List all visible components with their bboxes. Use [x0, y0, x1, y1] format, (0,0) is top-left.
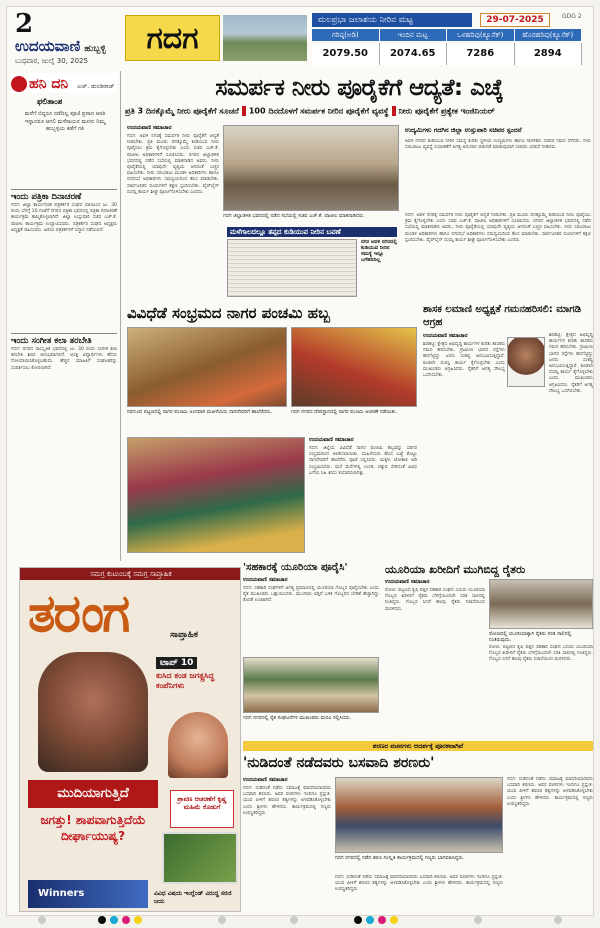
lead-side-body: ಅವಳಿ ನಗರದ ಕುಡಿಯುವ ನೀರಿನ ಸಮಸ್ಯೆ ಕುರಿತು ಸ್ಥಳೀಯ ಉದ್ಯಮಿಗಳು ಹಾಗೂ ನಾಗರಿಕರು ಸಚಿವರ ಗಮನ ಸೆಳೆದರು. ನೀರು ಸರಬರಾಜು ವ್ಯವಸ್ಥೆ ಸುಧಾರಣೆಗೆ ಅಗತ್ಯ ಅನುದಾನ ಬಿಡುಗಡೆ ಮಾಡುವುದಾಗಿ ಸಚಿವರು ಭರವಸೆ ನೀಡಿದರು.	[405, 139, 591, 151]
dam-header-cell: ಹೊರಹರಿವು(ಕ್ಯೂಸೆಕ್)	[515, 29, 583, 41]
registration-dot	[134, 916, 142, 924]
section-heading: ಇಂದು ಪತ್ರಿಕಾ ದಿನಾಚರಣೆ	[11, 189, 117, 202]
registration-dot	[110, 916, 118, 924]
dam-values	[312, 43, 582, 65]
lead-body: ಗದಗ: ಅವಳಿ ನಗರಕ್ಕೆ ಸಮರ್ಪಕ ನೀರು ಪೂರೈಕೆಗೆ ಆದ್ಯತೆ ನೀಡಬೇಕು. ಪ್ರತಿ ಮೂರು ದಿನಕ್ಕೊಮ್ಮೆ ಕುಡಿಯುವ ನೀರು ಪೂರೈಸಲು ಕ್ರಮ ಕೈಗೊಳ್ಳಬೇಕು ಎಂದು ಸಚಿವ ಎಚ್.ಕೆ. ಪಾಟೀಲ ಅಧಿಕಾರಿಗಳಿಗೆ ಸೂಚಿಸಿದರು. ನಗರದ ಜಿಲ್ಲಾಡಳಿತ ಭವನದಲ್ಲಿ ನಡೆದ ಸಭೆಯಲ್ಲಿ ಮಾತನಾಡಿದ ಅವರು, ನೀರು ಪೂರೈಕೆಯಲ್ಲಿ ಯಾವುದೇ ವ್ಯತ್ಯಯ ಆಗದಂತೆ ಎಚ್ಚರ ವಹಿಸಬೇಕು. ನೀರು ಸರಬರಾಜು ಮಂಡಳಿ ಅಧಿಕಾರಿಗಳು ಹಾಗೂ ನಗರಸಭೆ ಅಧಿಕಾರಿಗಳು ಸಮನ್ವಯದಿಂದ ಕೆಲಸ ಮಾಡಬೇಕು. ಸಾರ್ವಜನಿಕರ ದೂರುಗಳಿಗೆ ತಕ್ಷಣ ಸ್ಪಂದಿಸಬೇಕು. ಪೈಪ್‌ಲೈನ್ ದುರಸ್ತಿ ಕಾರ್ಯ ಶೀಘ್ರ ಪೂರ್ಣಗೊಳಿಸಬೇಕು ಎಂದರು.	[127, 134, 219, 195]
story3-body-col2: ಶಿರಹಟ್ಟಿ: ಕ್ಷೇತ್ರದ ಅಭಿವೃದ್ಧಿ ಕಾರ್ಯಗಳ ಕುರಿತು ಶಾಸಕರು ಗಮನ ಹರಿಸಬೇಕು. ಗ್ರಾಮೀಣ ಭಾಗದ ರಸ್ತೆಗಳು ಹದಗೆಟ್ಟಿದ್ದು ಜನರು ಸಂಕಷ್ಟ ಅನುಭವಿಸುತ್ತಿದ್ದಾರೆ. ಕೂಡಲೇ ದುರಸ್ತಿ ಕಾರ್ಯ ಕೈಗೊಳ್ಳಬೇಕು ಎಂದು ಮುಖಂಡರು ಆಗ್ರಹಿಸಿದರು. ರೈತರಿಗೆ ಅಗತ್ಯ ಸೌಲಭ್ಯ ಒದಗಿಸಬೇಕು.	[549, 333, 593, 394]
paper-title: ಉದಯವಾಣಿ	[15, 37, 81, 55]
ad-box: ಶ್ರಾವಣ ಆಚರಣೆಗೆ ಕೃಷ್ಣ ಮಹಿಮೆ ಕೊಡುಗೆ	[170, 790, 234, 828]
story6-caption: ಗದಗ ನಗರದಲ್ಲಿ ನಡೆದ ಶರಣ ಸಂಸ್ಕೃತಿ ಕಾರ್ಯಕ್ರಮದಲ್ಲಿ ಗಣ್ಯರು ಭಾಗವಹಿಸಿದ್ದರು.	[335, 855, 465, 861]
registration-dot	[38, 916, 46, 924]
story6-body: ಗದಗ: ನುಡಿದಂತೆ ನಡೆದು ಸಮಾಜಕ್ಕೆ ಮಾದರಿಯಾದವರು ಬಸವಾದಿ ಶರಣರು. ಅವರ ವಚನಗಳು ಇಂದಿಗೂ ಪ್ರಸ್ತುತ. ಯುವ ಪೀಳಿಗೆ ಶರಣರ ತತ್ವಗಳನ್ನು ಅಳವಡಿಸಿಕೊಳ್ಳಬೇಕು ಎಂದು ಶ್ರೀಗಳು ಹೇಳಿದರು. ಕಾರ್ಯಕ್ರಮದಲ್ಲಿ ಗಣ್ಯರು ಉಪಸ್ಥಿತರಿದ್ದರು.	[243, 786, 331, 816]
story6-photo	[335, 777, 503, 853]
story6-body-col	[243, 777, 331, 913]
brand-author: ಎಚ್. ಡುಂಡಿರಾಜ್	[77, 83, 115, 90]
story5-photo	[489, 579, 593, 629]
ad-inset-photo	[162, 832, 238, 884]
story2-headline: ವಿವಿಧೆಡೆ ಸಂಭ್ರಮದ ನಾಗರ ಪಂಚಮಿ ಹಬ್ಬ	[127, 304, 330, 322]
author-avatar	[11, 76, 27, 92]
poem-title: ಫಲಿತಾಂಶ	[37, 97, 63, 106]
deck-separator	[392, 106, 396, 116]
newspaper-page	[6, 6, 594, 916]
registration-dot	[218, 916, 226, 924]
deck-item: ಪ್ರತಿ 3 ದಿನಕ್ಕೊಮ್ಮೆ ನೀರು ಪೂರೈಕೆಗೆ ಸೂಚನೆ	[125, 106, 239, 116]
masthead-photo	[223, 15, 307, 61]
ad-cover-portrait	[38, 652, 148, 772]
section-body: ಗದಗ: ನಗರದ ಸಾಂಸ್ಕೃತಿಕ ಭವನದಲ್ಲಿ ಜು. 30 ರಂದು ಸಂಗೀತ ಕಲಾ ತರಬೇತಿ ಶಿಬಿರ ಆರಂಭವಾಗಲಿದೆ. ಆಸಕ್ತ ವಿದ್ಯಾರ್ಥಿಗಳು ಹೆಸರು ನೋಂದಾಯಿಸಿಕೊಳ್ಳಬಹುದು. ಹೆಚ್ಚಿನ ಮಾಹಿತಿಗೆ ಸಂಘಟಕರನ್ನು ಸಂಪರ್ಕಿಸಲು ಕೋರಲಾಗಿದೆ.	[11, 347, 117, 371]
ad-top10	[156, 650, 234, 708]
story4-photo	[243, 657, 379, 713]
story5-body-col2: ರೋಣ: ಪಟ್ಟಣದ ಕೃಷಿ ಪತ್ತಿನ ಸಹಕಾರಿ ಸಂಘದ ಎದುರು ಯೂರಿಯಾ ಗೊಬ್ಬರ ಖರೀದಿಗೆ ರೈತರು ಬೆಳಗ್ಗೆಯಿಂದಲೇ ಸರತಿ ಸಾಲಿನಲ್ಲಿ ನಿಂತಿದ್ದರು. ಗೊಬ್ಬರ ಸಿಗದೆ ಹಲವು ರೈತರು ನಿರಾಸೆಯಿಂದ ಮರಳಿದರು.	[489, 645, 593, 663]
lead-headline: ಸಮರ್ಪಕ ನೀರು ಪೂರೈಕೆಗೆ ಆದ್ಯತೆ: ಎಚ್ಕೆ	[215, 75, 503, 101]
registration-dot	[378, 916, 386, 924]
left-sidebar	[7, 71, 121, 561]
edition-name: ಗದಗ	[125, 15, 220, 61]
top10-tag: ಟಾಪ್ 10	[156, 657, 197, 669]
byline: ಉದಯವಾಣಿ ಸಮಾಚಾರ	[127, 125, 172, 131]
deck-separator	[242, 106, 246, 116]
story6-body-col2: ಗದಗ: ನುಡಿದಂತೆ ನಡೆದು ಸಮಾಜಕ್ಕೆ ಮಾದರಿಯಾದವರು ಬಸವಾದಿ ಶರಣರು. ಅವರ ವಚನಗಳು ಇಂದಿಗೂ ಪ್ರಸ್ತುತ. ಯುವ ಪೀಳಿಗೆ ಶರಣರ ತತ್ವಗಳನ್ನು ಅಳವಡಿಸಿಕೊಳ್ಳಬೇಕು ಎಂದು ಶ್ರೀಗಳು ಹೇಳಿದರು. ಕಾರ್ಯಕ್ರಮದಲ್ಲಿ ಗಣ್ಯರು ಉಪಸ್ಥಿತರಿದ್ದರು.	[335, 875, 503, 893]
story2-body-col	[309, 437, 417, 553]
paper-name	[15, 37, 106, 55]
registration-dot	[366, 916, 374, 924]
byline: ಉದಯವಾಣಿ ಸಮಾಚಾರ	[243, 777, 288, 783]
edition-code: GDG 2	[562, 13, 582, 20]
byline: ಉದಯವಾಣಿ ಸಮಾಚಾರ	[243, 577, 288, 583]
registration-dot	[290, 916, 298, 924]
dam-level-table	[312, 13, 582, 67]
dam-header-cell: ಇಂದಿನ ಮಟ್ಟ	[380, 29, 448, 41]
story5-body-col	[385, 579, 485, 737]
dam-title: ಮಲಪ್ರಭಾ ಜಲಾಶಯ ನೀರಿನ ಮಟ್ಟ	[312, 13, 472, 27]
dam-headers	[312, 29, 582, 41]
festival-photo-2	[291, 327, 417, 407]
story3-headline: ಶಾಸಕ ಲಮಾಣಿ ಅಧ್ಯಕ್ಷತೆ ಗಮನಹರಿಸಲಿ: ಮಾಗಡಿ ಆಗ್ರಹ	[423, 304, 582, 328]
ad-winners: Winners	[28, 880, 148, 908]
page-number: 2	[15, 9, 34, 39]
taranga-advertisement[interactable]	[19, 567, 241, 912]
lead-photo	[223, 125, 399, 211]
story2-body: ಗದಗ: ಜಿಲ್ಲೆಯ ವಿವಿಧೆಡೆ ನಾಗರ ಪಂಚಮಿ ಹಬ್ಬವನ್ನು ಸಡಗರ ಸಂಭ್ರಮದಿಂದ ಆಚರಿಸಲಾಯಿತು. ಮಹಿಳೆಯರು ಹೊಸ ಬಟ್ಟೆ ತೊಟ್ಟು ನಾಗದೇವರಿಗೆ ಹಾಲೆರೆದು ಪೂಜೆ ಸಲ್ಲಿಸಿದರು. ಮಕ್ಕಳು ಜೋಕಾಲಿ ಆಡಿ ಸಂಭ್ರಮಿಸಿದರು. ಮನೆ ಮನೆಗಳಲ್ಲಿ ಉಂಡಿ, ಚಕ್ಕುಲಿ ಸೇರಿದಂತೆ ವಿವಿಧ ಬಗೆಯ ಸಿಹಿ ತಿನಿಸು ತಯಾರಿಸಲಾಗಿತ್ತು.	[309, 446, 417, 476]
dam-value-cell: 2894	[515, 43, 583, 65]
lead-side-heading: ಉದ್ಯಮಿಗಳು ಗದಗಿನ ಜಿಲ್ಲಾ ಉಸ್ತುವಾರಿ ಸಚಿವರ ಸ್ಪಂದನೆ	[405, 126, 522, 134]
story3-body: ಶಿರಹಟ್ಟಿ: ಕ್ಷೇತ್ರದ ಅಭಿವೃದ್ಧಿ ಕಾರ್ಯಗಳ ಕುರಿತು ಶಾಸಕರು ಗಮನ ಹರಿಸಬೇಕು. ಗ್ರಾಮೀಣ ಭಾಗದ ರಸ್ತೆಗಳು ಹದಗೆಟ್ಟಿದ್ದು ಜನರು ಸಂಕಷ್ಟ ಅನುಭವಿಸುತ್ತಿದ್ದಾರೆ. ಕೂಡಲೇ ದುರಸ್ತಿ ಕಾರ್ಯ ಕೈಗೊಳ್ಳಬೇಕು ಎಂದು ಮುಖಂಡರು ಆಗ್ರಹಿಸಿದರು. ರೈತರಿಗೆ ಅಗತ್ಯ ಸೌಲಭ್ಯ ಒದಗಿಸಬೇಕು.	[423, 342, 505, 379]
poem-text: ಮಳೆಗೆ ಬಿದ್ದರೂ ನಡೆದಿಲ್ಲ ಪೂಜೆ ಪ್ರಸಾದ ಆರತಿ ಇನ್ನಾದರೂ ಆಗಲಿ ಮಳೆರಾಯನ ಮನಸು ನಿಮ್ಮ ಹುಬ್ಬಳ್ಳಿಯ ಕಡೆಗೆ ಗತಿ	[24, 111, 106, 132]
brand-title: ಹನಿ ದನಿ	[29, 76, 69, 92]
lead-body-col	[127, 125, 219, 305]
dam-date: 29-07-2025	[480, 13, 550, 27]
dam-header-cell: ಒಳಹರಿವು(ಕ್ಯೂಸೆಕ್)	[447, 29, 515, 41]
box-note: ನಗರ ಅವಳಿ ನಗರದಲ್ಲಿ ಕುಡಿಯುವ ನೀರಿನ ಸಮಸ್ಯೆ ಇನ್ನೂ ಬಗೆಹರಿದಿಲ್ಲ	[361, 239, 397, 263]
ad-band: ಮುದಿಯಾಗುತ್ತಿದೆ	[28, 780, 158, 808]
festival-caption-2: ಗದಗ ನಗರದ ದೇವಸ್ಥಾನದಲ್ಲಿ ನಾಗರ ಪಂಚಮಿ ಆಚರಣೆ ನಡೆಯಿತು.	[291, 409, 398, 415]
masthead	[7, 7, 594, 69]
top10-text: ಕುಸಿದ ಕಂಡ ಜಗತ್ಪ್ರಸಿದ್ಧ ಕಂಪೆನಿಗಳು	[156, 671, 215, 690]
registration-dot	[554, 916, 562, 924]
deck-item: 100 ದಿನದೊಳಗೆ ಸಮರ್ಪಕ ನೀರಿನ ಪೂರೈಕೆಗೆ ವ್ಯವಸ್ಥೆ	[248, 106, 389, 116]
mla-portrait	[507, 337, 545, 387]
lead-continued: ಗದಗ: ಅವಳಿ ನಗರಕ್ಕೆ ಸಮರ್ಪಕ ನೀರು ಪೂರೈಕೆಗೆ ಆದ್ಯತೆ ನೀಡಬೇಕು. ಪ್ರತಿ ಮೂರು ದಿನಕ್ಕೊಮ್ಮೆ ಕುಡಿಯುವ ನೀರು ಪೂರೈಸಲು ಕ್ರಮ ಕೈಗೊಳ್ಳಬೇಕು ಎಂದು ಸಚಿವ ಎಚ್.ಕೆ. ಪಾಟೀಲ ಅಧಿಕಾರಿಗಳಿಗೆ ಸೂಚಿಸಿದರು. ನಗರದ ಜಿಲ್ಲಾಡಳಿತ ಭವನದಲ್ಲಿ ನಡೆದ ಸಭೆಯಲ್ಲಿ ಮಾತನಾಡಿದ ಅವರು, ನೀರು ಪೂರೈಕೆಯಲ್ಲಿ ಯಾವುದೇ ವ್ಯತ್ಯಯ ಆಗದಂತೆ ಎಚ್ಚರ ವಹಿಸಬೇಕು. ನೀರು ಸರಬರಾಜು ಮಂಡಳಿ ಅಧಿಕಾರಿಗಳು ಹಾಗೂ ನಗರಸಭೆ ಅಧಿಕಾರಿಗಳು ಸಮನ್ವಯದಿಂದ ಕೆಲಸ ಮಾಡಬೇಕು. ಸಾರ್ವಜನಿಕರ ದೂರುಗಳಿಗೆ ತಕ್ಷಣ ಸ್ಪಂದಿಸಬೇಕು. ಪೈಪ್‌ಲೈನ್ ದುರಸ್ತಿ ಕಾರ್ಯ ಶೀಘ್ರ ಪೂರ್ಣಗೊಳಿಸಬೇಕು ಎಂದರು.	[405, 213, 591, 243]
story4-caption: ಗದಗ ನಗರದಲ್ಲಿ ರೈತ ಸಂಘಟನೆಗಳ ಮುಖಂಡರು ಮನವಿ ಸಲ್ಲಿಸಿದರು.	[243, 715, 352, 721]
story3-body-col	[423, 333, 505, 557]
registration-dot	[390, 916, 398, 924]
lead-photo-caption: ಗದಗ ಜಿಲ್ಲಾಡಳಿತ ಭವನದಲ್ಲಿ ನಡೆದ ಸಭೆಯಲ್ಲಿ ಸಚಿವ ಎಚ್.ಕೆ. ಪಾಟೀಲ ಮಾತನಾಡಿದರು.	[223, 213, 365, 219]
ad-question: ಜಗತ್ತು! ಶಾಪವಾಗುತ್ತಿದೆಯೆ ದೀರ್ಘಾಯುಷ್ಯ?	[40, 813, 146, 843]
paper-sub: ಹುಬ್ಬಳ್ಳಿ	[84, 44, 106, 54]
story5-headline: ಯೂರಿಯಾ ಖರೀದಿಗೆ ಮುಗಿಬಿದ್ದ ರೈತರು	[385, 563, 526, 576]
section-body: ಗದಗ: ಜಿಲ್ಲಾ ಕಾರ್ಯನಿರತ ಪತ್ರಕರ್ತರ ಸಂಘದ ವತಿಯಿಂದ ಜು. 30 ರಂದು ಬೆಳಗ್ಗೆ 10 ಗಂಟೆಗೆ ನಗರದ ಪತ್ರಿಕಾ ಭವನದಲ್ಲಿ ಪತ್ರಿಕಾ ದಿನಾಚರಣೆ ಕಾರ್ಯಕ್ರಮ ಹಮ್ಮಿಕೊಳ್ಳಲಾಗಿದೆ. ಜಿಲ್ಲಾ ಉಸ್ತುವಾರಿ ಸಚಿವ ಎಚ್.ಕೆ. ಪಾಟೀಲ ಕಾರ್ಯಕ್ರಮ ಉದ್ಘಾಟಿಸುವರು. ಪತ್ರಕರ್ತರ ಸಂಘದ ಅಧ್ಯಕ್ಷರು ಅಧ್ಯಕ್ಷತೆ ವಹಿಸುವರು. ಹಿರಿಯ ಪತ್ರಕರ್ತರಿಗೆ ಸನ್ಮಾನ ನಡೆಯಲಿದೆ.	[11, 203, 117, 233]
print-registration-strip	[0, 912, 600, 928]
registration-dot	[98, 916, 106, 924]
byline: ಉದಯವಾಣಿ ಸಮಾಚಾರ	[385, 579, 430, 585]
festival-photo-1	[127, 327, 287, 407]
ribbon-banner: ಶರಣರ ವಚನಗಳು ಆದರ್ಶಕ್ಕೆ ಪೂರಕವಾಗಿವೆ	[243, 741, 593, 751]
dateline: ಬುಧವಾರ, ಜುಲೈ 30, 2025	[15, 57, 88, 65]
byline: ಉದಯವಾಣಿ ಸಮಾಚಾರ	[309, 437, 354, 443]
dam-header-cell: ಗರಿಷ್ಠ(ಅಡಿ)	[312, 29, 380, 41]
ad-sub: ಸಾಪ್ತಾಹಿಕ	[170, 630, 198, 640]
ad-inset-portrait	[168, 712, 228, 778]
byline: ಉದಯವಾಣಿ ಸಮಾಚಾರ	[423, 333, 468, 339]
deck-item: ನೀರು ಪೂರೈಕೆಗೆ ಪ್ರತ್ಯೇಕ ಇಂಜಿನಿಯರ್	[398, 106, 495, 116]
story6-headline: 'ನುಡಿದಂತೆ ನಡೆದವರು ಬಸವಾದಿ ಶರಣರು'	[243, 755, 435, 771]
box-heading: ಮಳೆಗಾಲದಲ್ಲೂ ತಪ್ಪದ ಕುಡಿಯುವ ನೀರಿನ ಬವಣೆ	[227, 227, 397, 237]
dam-value-cell: 2074.65	[380, 43, 448, 65]
festival-caption-1: ನರಗುಂದ ಪಟ್ಟಣದಲ್ಲಿ ನಾಗರ ಪಂಚಮಿ ಅಂಗವಾಗಿ ಮಹಿಳೆಯರು ನಾಗದೇವರಿಗೆ ಹಾಲೆರೆದರು.	[127, 409, 273, 415]
story4-body: ಗದಗ: ಸಹಕಾರಿ ಸಂಘಗಳಿಗೆ ಅಗತ್ಯ ಪ್ರಮಾಣದಲ್ಲಿ ಯೂರಿಯಾ ಗೊಬ್ಬರ ಪೂರೈಸಬೇಕು ಎಂದು ರೈತ ಮುಖಂಡರು ಒತ್ತಾಯಿಸಿದರು. ಮುಂಗಾರು ಬಿತ್ತನೆ ಬಳಿಕ ಗೊಬ್ಬರದ ಬೇಡಿಕೆ ಹೆಚ್ಚಾಗಿದ್ದು ಕೊರತೆ ಉಂಟಾಗಿದೆ.	[243, 586, 379, 604]
story4-headline: 'ಸಹಕಾರಕ್ಕೆ ಯೂರಿಯಾ ಪೂರೈಸಿ'	[243, 562, 348, 573]
ad-foot: ವಿವಿಧ ವಿಷಯ ಇಂಗ್ಲೆಂಡ್ ವಿರುದ್ಧ ಸರಣಿ ಜಯ	[154, 890, 232, 905]
section-heading: ಇಂದು ಸಂಗೀತ ಕಲಾ ತರಬೇತಿ	[11, 333, 117, 346]
story5-body: ರೋಣ: ಪಟ್ಟಣದ ಕೃಷಿ ಪತ್ತಿನ ಸಹಕಾರಿ ಸಂಘದ ಎದುರು ಯೂರಿಯಾ ಗೊಬ್ಬರ ಖರೀದಿಗೆ ರೈತರು ಬೆಳಗ್ಗೆಯಿಂದಲೇ ಸರತಿ ಸಾಲಿನಲ್ಲಿ ನಿಂತಿದ್ದರು. ಗೊಬ್ಬರ ಸಿಗದೆ ಹಲವು ರೈತರು ನಿರಾಸೆಯಿಂದ ಮರಳಿದರು.	[385, 588, 485, 612]
hani-dani-brand	[11, 73, 117, 93]
registration-dot	[474, 916, 482, 924]
lead-deck	[125, 106, 593, 120]
ad-brand: ತರಂಗ	[28, 584, 129, 644]
festival-photo-3	[127, 437, 305, 553]
story5-caption: ರೋಣದಲ್ಲಿ ಯೂರಿಯಾಕ್ಕಾಗಿ ರೈತರು ಸರತಿ ಸಾಲಿನಲ್ಲಿ ನಿಂತಿರುವುದು.	[489, 631, 572, 643]
dam-value-cell: 2079.50	[312, 43, 380, 65]
story6-body-col3: ಗದಗ: ನುಡಿದಂತೆ ನಡೆದು ಸಮಾಜಕ್ಕೆ ಮಾದರಿಯಾದವರು ಬಸವಾದಿ ಶರಣರು. ಅವರ ವಚನಗಳು ಇಂದಿಗೂ ಪ್ರಸ್ತುತ. ಯುವ ಪೀಳಿಗೆ ಶರಣರ ತತ್ವಗಳನ್ನು ಅಳವಡಿಸಿಕೊಳ್ಳಬೇಕು ಎಂದು ಶ್ರೀಗಳು ಹೇಳಿದರು. ಕಾರ್ಯಕ್ರಮದಲ್ಲಿ ಗಣ್ಯರು ಉಪಸ್ಥಿತರಿದ್ದರು.	[507, 777, 593, 807]
registration-dot	[354, 916, 362, 924]
ad-tagline: ಸಮಗ್ರ ಕುಟುಂಬಕ್ಕೆ ಸಮಗ್ರ ಸಾಪ್ತಾಹಿಕ	[20, 568, 241, 580]
story4-body-col	[243, 577, 379, 655]
registration-dot	[122, 916, 130, 924]
document-scan	[227, 239, 357, 297]
dam-value-cell: 7286	[447, 43, 515, 65]
